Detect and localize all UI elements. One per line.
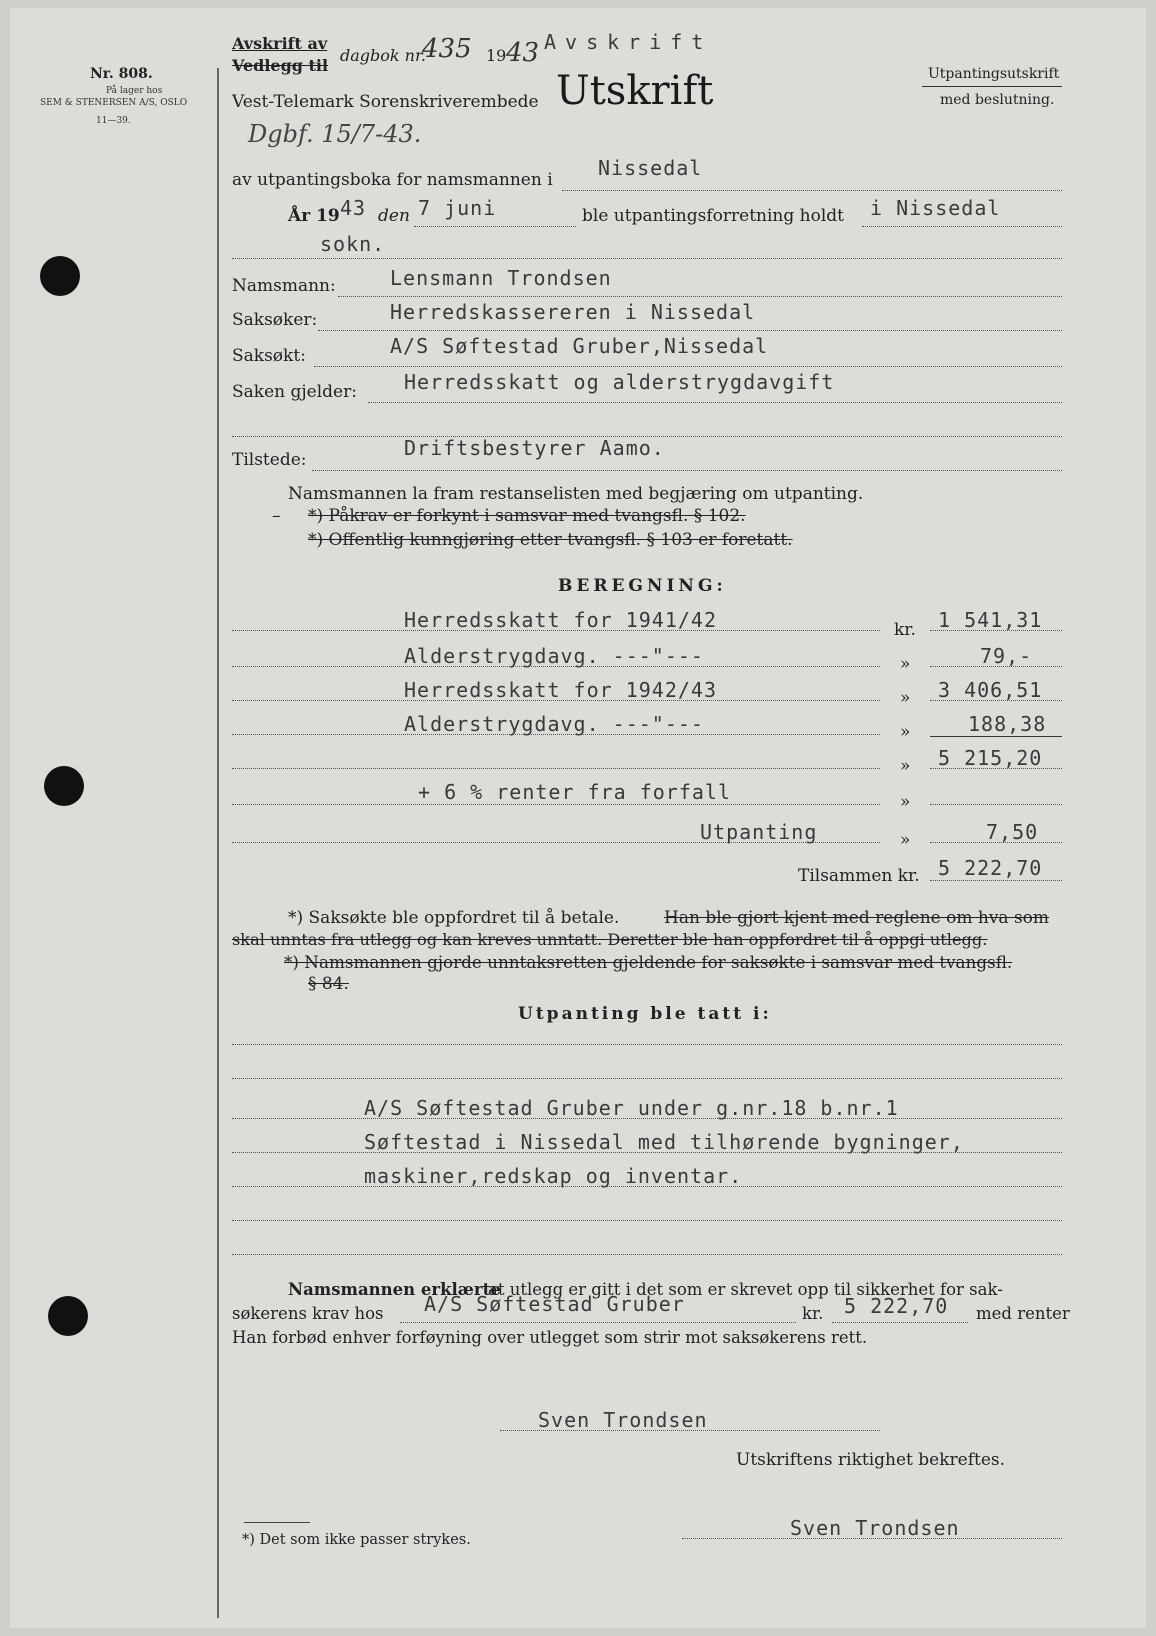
calc-row-label: Utpanting [700,820,818,844]
beregning-heading: BEREGNING: [558,576,727,596]
taken-rule3 [232,1118,1062,1119]
calc-row-amount: 188,38 [968,712,1047,736]
signature-2-rule [682,1538,1062,1539]
intro-place: Nissedal [598,156,703,180]
calc-row-rule [232,666,880,667]
calc-row-label: Alderstrygdavg. ---"--- [404,712,704,736]
total-rule [930,880,1062,881]
header-vedlegg-til: Vedlegg til [232,56,329,75]
saken-value: Herredsskatt og alderstrygdavgift [404,370,835,394]
declaration-line1: at utlegg er gitt i det som er skrevet opp til sikkerhet for sak- [488,1280,1003,1299]
office-name: Vest-Telemark Sorenskriverembede [232,92,539,112]
tilstede-value: Driftsbestyrer Aamo. [404,436,665,460]
taken-rule6 [232,1220,1062,1221]
date-rule [414,226,576,227]
held-rule [862,226,1062,227]
year-label: År 19 [288,206,340,226]
note-dash: – [272,506,281,526]
calc-row-label: Herredsskatt for 1941/42 [404,608,717,632]
year-suffix: 43 [506,38,540,68]
note-line1: Namsmannen la fram restanselisten med begjæring om utpanting. [288,484,864,504]
signature-1: Sven Trondsen [538,1408,708,1432]
calc-row-amount: 7,50 [986,820,1039,844]
footnote-line4: § 84. [308,974,349,994]
calc-row-label: Herredsskatt for 1942/43 [404,678,717,702]
calc-row-rule [232,700,880,701]
right-title-rule [922,86,1062,87]
held-label: ble utpantingsforretning holdt [582,206,844,226]
declaration-creditor-rule [400,1322,796,1323]
calc-row-amount: 5 215,20 [938,746,1043,770]
saksokt-label: Saksøkt: [232,346,306,366]
tilstede-rule [312,470,1062,471]
taken-rule7 [232,1254,1062,1255]
calc-row-rule [232,768,880,769]
calc-row-rule [232,842,880,843]
calc-row-rule [232,630,880,631]
calc-row-unit: » [900,654,911,674]
saksoker-label: Saksøker: [232,310,318,330]
margin-rule [217,68,219,1618]
namsmann-rule [338,296,1062,297]
taken-line3: maskiner,redskap og inventar. [364,1164,743,1188]
saken-label: Saken gjelder: [232,382,357,402]
taken-rule2 [232,1078,1062,1079]
declaration-line3: Han forbød enhver forføyning over utlegget som strir mot saksøkerens rett. [232,1328,868,1347]
footnote-line1a: *) Saksøkte ble oppfordret til å betale. [288,908,620,928]
signature-1-rule [500,1430,880,1431]
calc-row-amount: 3 406,51 [938,678,1043,702]
den-label: den [378,206,410,226]
year-prefix: 19 [486,46,507,65]
tilstede-label: Tilstede: [232,450,307,470]
date-value: 7 juni [418,196,497,220]
saksokt-rule [314,366,1062,367]
declaration-amount: 5 222,70 [844,1294,949,1318]
declaration-kr: kr. [802,1304,824,1323]
declaration-line2-post: med renter [976,1304,1070,1323]
intro-label: av utpantingsboka for namsmannen i [232,170,553,190]
saksoker-value: Herredskassereren i Nissedal [390,300,756,324]
taken-line2: Søftestad i Nissedal med tilhørende bygninger, [364,1130,964,1154]
namsmann-value: Lensmann Trondsen [390,266,612,290]
date-year: 43 [340,196,367,220]
signature-2: Sven Trondsen [790,1516,960,1540]
calc-row-amount: 1 541,31 [938,608,1043,632]
declaration-line2-pre: søkerens krav hos [232,1304,384,1323]
punch-hole-bottom [48,1296,88,1336]
dagbok-number: 435 [422,34,472,64]
footnote-line3: *) Namsmannen gjorde unntaksretten gjeldende for saksøkte i samsvar med tvangsfl. [284,952,1013,972]
declaration-amount-rule [832,1322,968,1323]
printer-line1: På lager hos [106,86,163,96]
calc-subtotal-rule [930,736,1062,737]
calc-row-label: + 6 % renter fra forfall [418,780,731,804]
certify-text: Utskriftens riktighet bekreftes. [736,1450,1006,1470]
typed-avskrift: Avskrift [544,30,713,54]
saken-rule [368,402,1062,403]
calc-row-unit: » [900,756,911,776]
taken-rule1 [232,1044,1062,1045]
calc-row-unit: » [900,830,911,850]
saksokt-value: A/S Søftestad Gruber,Nissedal [390,334,769,358]
calc-amount-rule [930,666,1062,667]
calc-amount-rule [930,630,1062,631]
taken-line1: A/S Søftestad Gruber under g.nr.18 b.nr.1 [364,1096,899,1120]
punch-hole-top [40,256,80,296]
footnote-line1b: Han ble gjort kjent med reglene om hva som [664,908,1050,928]
footer-rule [244,1522,310,1523]
declaration-creditor: A/S Søftestad Gruber [424,1292,685,1316]
right-title: Utpantingsutskrift [928,66,1060,82]
footnote-line2: skal unntas fra utlegg og kan kreves unntatt. Deretter ble han oppfordret til å oppgi utlegg. [232,930,988,949]
calc-amount-rule [930,842,1062,843]
saksoker-rule [318,330,1062,331]
avskrift-av-text: Avskrift av [232,34,328,53]
calc-row-label: Alderstrygdavg. ---"--- [404,644,704,668]
total-amount: 5 222,70 [938,856,1043,880]
note-line2: *) Påkrav er forkynt i samsvar med tvangsfl. § 102. [308,506,746,526]
printer-line2: SEM & STENERSEN A/S, OSLO [40,98,188,108]
date-rule2 [232,258,1062,259]
intro-rule [562,190,1062,191]
declaration-bold: Namsmannen erklærte [288,1280,501,1299]
calc-amount-rule [930,768,1062,769]
calc-row-amount: 79,- [980,644,1033,668]
form-number: Nr. 808. [90,66,153,82]
calc-amount-rule [930,804,1062,805]
header-avskrift-av [232,34,327,53]
calc-row-unit: » [900,722,911,742]
total-label: Tilsammen kr. [798,866,920,886]
calc-row-rule [232,804,880,805]
namsmann-label: Namsmann: [232,276,336,296]
calc-row-unit: » [900,688,911,708]
footer-note: *) Det som ikke passer strykes. [242,1532,471,1548]
calc-amount-rule [930,700,1062,701]
taken-rule5 [232,1186,1062,1187]
dagbok-note: Dgbf. 15/7-43. [248,120,422,148]
printer-line3: 11—39. [96,116,131,126]
taken-heading: Utpanting ble tatt i: [518,1004,772,1024]
note-line3: *) Offentlig kunngjøring etter tvangsfl. § 103 er foretatt. [308,530,793,550]
document-title: Utskrift [556,68,714,114]
held-where-cont: sokn. [320,232,386,256]
document-page [10,8,1146,1628]
held-where: i Nissedal [870,196,1001,220]
taken-rule4 [232,1152,1062,1153]
punch-hole-middle [44,766,84,806]
calc-row-rule [232,734,880,735]
right-subtitle: med beslutning. [940,92,1055,108]
calc-row-unit: » [900,792,911,812]
header-dagbok-label: dagbok nr. [340,46,426,65]
calc-row-unit: kr. [894,620,916,640]
